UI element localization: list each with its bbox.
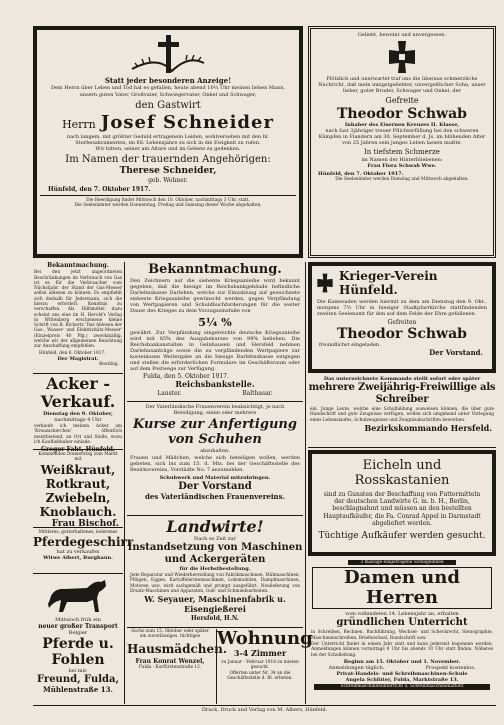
mourners-line: Im Namen der trauernden Angehörigen:: [65, 153, 271, 165]
bekanntmachung-reichsbank: [127, 262, 303, 400]
pferdegeschirr-seller: Witwe Albert, Burghaun.: [43, 555, 113, 562]
acker-date: Dienstag den 9. Oktober,: [43, 411, 113, 417]
pferde-sub-2: bei mir.: [68, 668, 88, 675]
mass-notice: Die Seelenämter werden Donnerstag, Freitag und Samstag dieser Woche abgehalten.: [74, 203, 262, 209]
kriegerverein-header: [315, 269, 489, 297]
kurse-body: Frauen und Mädchen, welche sich beteiligen wollen, werden gebeten, sich bis zum 15. d. Mts. bei der Geschäftsstelle des Bezirksvereins, Vorstädte No. 7 anzumelden.: [130, 455, 300, 474]
kurse-title: Kurse zur Anfertigung von Schuhen: [133, 417, 297, 448]
obituary-text-3: Wir bitten, seiner am Altare und im Gebete zu gedenken.: [95, 145, 241, 152]
acker-title: Acker - Verkauf.: [40, 374, 116, 411]
motto: Geliebt, beweint und unvergessen.: [357, 32, 447, 38]
landwirte-ad: [127, 518, 303, 626]
kurse-intro: Der Vaterländische Frauenverein beabsichtigt, je nach Beteiligung, einen oder mehrere: [145, 404, 285, 417]
weisskraut-intro: Kommenden Donnerstag zum Markt: [38, 452, 118, 457]
haus-intro: Suche zum 15. Oktober oder später ein zuverlässiges, tüchtiges: [131, 629, 209, 640]
landwirte-title-2: Instandsetzung von Maschinen und Ackergeräten: [127, 542, 303, 566]
landwirte-body: Jede Reparatur und Wiederherstellung von Fabrikmaschinen, Mähmaschinen, Pflügen, Eggen, Kartoffelerntemaschinen, Lokomobilen, Dampfmaschinen, Motoren usw. wird sachgemäß und prompt ausgeführt. Neulieferung von Ersatz-Maschinen und Apparaten, Guß- und Schmiedearbeiten.: [130, 573, 300, 595]
signature-2: Balthasar.: [242, 390, 273, 398]
kurse-sub-2: Schuhwerk und Material mitzubringen.: [159, 474, 271, 481]
kriegerverein-role: Gefreiten: [387, 319, 417, 327]
notice-signer-name: Beutling.: [99, 362, 119, 368]
unterricht-dates: Beginn am 15. Oktober und 1. November.: [343, 658, 461, 665]
kurse-sub: abzuhalten.: [200, 448, 230, 455]
printer-imprint: Druck, Druck und Verlag von M. Albers, Hünfeld.: [201, 707, 328, 713]
freiwillige-signer: Bezirkskommando Hersfeld.: [364, 422, 492, 433]
eicheln-footer: Tüchtige Aufkäufer werden gesucht.: [318, 531, 486, 542]
pferde-title: Pferde u. Fohlen: [42, 636, 114, 669]
pferdegeschirr-sub: hat zu verkaufen: [56, 549, 100, 556]
weisskraut-line-1: Weißkraut, Rotkraut,: [40, 462, 116, 491]
obituary-text-2: nach langem, mit größter Geduld ertragenem Leiden, wohlversehen mit den hl. Sterbesakramenten, im 68. Lebensjahre zu sich in die Ewigkeit zu rufen.: [66, 133, 270, 146]
unterricht-sub: vom vollendeten 14. Lebensjahr an, erhalten: [345, 611, 459, 618]
grief-line-2: im Namen der Hinterbliebenen:: [361, 156, 443, 163]
haus-addr: Fulda - Kurfürstenstraße 12.: [138, 664, 202, 670]
pferdegeschirr-ad: [33, 530, 134, 572]
deceased-role: Gefreite: [385, 96, 419, 106]
place-date: Hünfeld, den 7. Oktober 1917.: [318, 170, 404, 177]
weisskraut-line-2: Zwiebeln, Knoblauch.: [39, 490, 117, 519]
unterricht-sub-2: gründlichen Unterricht: [336, 617, 468, 629]
kriegerverein-title: Krieger-Verein Hünfeld.: [339, 269, 438, 297]
mother-name: Frau Flora Schwab Wwe.: [367, 162, 437, 169]
landwirte-sub: für die Herbstbestellung.: [179, 566, 251, 573]
landwirte-intro: Nach es Zeit zur: [194, 536, 236, 542]
obituary-schneider: [33, 26, 303, 258]
pferde-fohlen-ad: [33, 575, 123, 703]
horse-icon: [43, 576, 113, 616]
kurse-vorstand: Der Vorstand: [178, 480, 252, 492]
wohnung-text-2: Offerten unter Nr. 34 an die Geschäftsstelle d. Bl. erbeten.: [227, 671, 293, 682]
pferde-sub: Belgier: [68, 630, 88, 637]
unterricht-header: 3 mässige eingetragene Schulgeinnen: [348, 560, 456, 565]
eicheln-ad: [308, 450, 496, 556]
unterricht-school: Privat-Handels- und Schreibmaschinen-Schule: [336, 671, 468, 678]
obituary-text-1: Plötzlich und unerwartet traf uns die überaus schmerzliche Nachricht, daß mein innigstgeliebter, unvergeßlicher Sohn, unser lieber, guter Bruder, Schwager und Onkel, der: [318, 76, 486, 95]
freiwillige-ad: [308, 376, 496, 446]
pferde-seller: Freund, Fulda,: [37, 674, 119, 686]
notice-date: Hünfeld, den 6. Oktober 1917.: [39, 350, 106, 356]
haus-seller: Frau Konrat Wenzel,: [135, 657, 205, 665]
unterricht-bottom: Schreibmaschinenunterricht u. Schreibmaschinenarbeit: [314, 684, 490, 689]
iron-cross-icon: [385, 40, 419, 74]
eicheln-body: sind zu Gunsten der Beschaffung von Futtermitteln der deutschen Landwirte G. m. b. H., Berlin, beschlagnahmt und müssen an den bestellten Hauptaufkäufer, die Fa. Conrad Appel in Darmstadt abgeliefert werden.: [323, 491, 481, 527]
unterricht-footer-2: Prospekt kostenlos.: [425, 664, 476, 671]
kriegerverein-body: Die Kameraden werden hiermit zu dem am Dienstag den 9. Okt., morgens 7½ Uhr in hiesiger Stadtpfarrkirche stattfindenden zweiten Seelenamt für den auf dem Felde der Ehre gefallenen: [317, 299, 487, 318]
deceased-name-line: [40, 113, 296, 133]
deceased-name: Theodor Schwab: [337, 105, 467, 122]
notice-signer: Der Magistrat.: [57, 355, 99, 362]
kriegerverein-ad: [308, 262, 496, 373]
interest-rate: 5¼ %: [198, 315, 232, 329]
schuh-kurse-ad: [127, 404, 303, 514]
kriegerverein-sub: freundlichst eingeladen.: [319, 342, 381, 349]
notice-body: Bei den jetzt angeordneten Beschränkungen im Verbrauch von Gas ist es für die Verbraucher vom Nächstjahr, der Stand der Gas-Messer selbst ablesen zu können. Es empfiehlt sich deshalb für Jedermann, sich die hierzu erforderl. Kenntnis zu verschaffen. Als Hilfsmittel dazu scheint uns eine im H. Herold's Verlag in Wittenberg erschienene kleine Schrift von B. Richertz 'Das Ablesen der Gas-, Wasser- und Elektrizitäts-Messer' (Einzelpreis 40 Pfg.) zweckmäßig, welche wir der allgemeinen Beachtung zur Anschaffung empfehlen.: [34, 270, 122, 350]
deceased-role: den Gastwirt: [135, 99, 201, 111]
acker-seller: Gregor Faht, Hünfeld.: [40, 446, 116, 454]
bekanntmachung-gas: [33, 262, 123, 372]
notice-signer: Reichsbankstelle.: [175, 379, 255, 390]
unterricht-owner: Angela Schlüter, Fulda, Marktstraße 13.: [345, 677, 459, 684]
wohnung-ad: [216, 628, 313, 704]
deceased-name: Josef Schneider: [100, 111, 274, 133]
notice-title: Bekanntmachung.: [47, 262, 109, 269]
landwirte-title: Landwirte!: [166, 517, 264, 536]
unterricht-body: in Schreiben, Rechnen, Buchführung, Wechsel- und Scheckrecht, Stenographie, Maschinenschreiben, Briefwechsel, Rundschrift usw.: [311, 630, 493, 641]
iron-cross-icon: [315, 273, 335, 293]
notice-date: Fulda, den 5. Oktober 1917.: [143, 373, 229, 381]
freiwillige-body: ein. Junge Leute, welche eine Schulbildung ausweisen können, die über gute Handschrift und gute Zeugnisse verfügen, wollen sich umgehend unter Vorlegung eines Lebenslaufes, Schulzeugnisse und Zeugnisabschriften bewerben.: [310, 407, 494, 423]
unterricht-title: Damen und Herren: [312, 567, 492, 609]
wohnung-text: zu Januar - Februar 1918 zu mieten gesucht.: [221, 659, 299, 670]
weisskraut-seller: Frau Bischof.: [51, 518, 119, 529]
kriegerverein-signer: Der Vorstand.: [429, 347, 483, 357]
wohnung-title: Wohnung: [217, 628, 313, 649]
obituary-schwab: [308, 26, 496, 258]
notice-signatures: [127, 390, 303, 397]
unterricht-ad: [308, 560, 496, 704]
kurse-vorstand-2: des Vaterländischen Frauenvereins.: [144, 491, 286, 501]
award-line: Inhaber des Eisernen Kreuzes II. Klasse,: [344, 121, 460, 128]
acker-verkauf: [33, 374, 123, 454]
name-prefix: Herrn: [62, 117, 96, 131]
kriegerverein-name: Theodor Schwab: [337, 326, 467, 343]
wohnung-sub: 3-4 Zimmer: [233, 648, 287, 658]
place-date: Hünfeld, den 7. Oktober 1917.: [48, 185, 151, 193]
cross-palm-icon: [128, 33, 208, 77]
widow-maiden-name: geb. Wehner.: [148, 176, 188, 184]
pferdegeschirr-title: Pferdegeschirr: [33, 535, 134, 550]
landwirte-company: W. Seyauer, Maschinenfabrik u. Eisengießerei: [144, 594, 286, 614]
freiwillige-intro: Das unterzeichnete Kommando stellt sofort oder später: [323, 376, 481, 382]
unterricht-body-2: Der Unterricht findet in einem Jahr statt und kann jederzeit begonnen werden. Anmeldungen können vormittags 9 Uhr bis abends 10 Uhr statt finden. Näheres bei der Schulleitung.: [311, 641, 493, 658]
hausmaedchen-ad: [127, 629, 228, 704]
obituary-text-2: nach fast 3jähriger treuer Pflichterfüllung bei den schweren Kämpfen in Flandern am 30. September d. Js. im blühenden Alter von 25 Jahren sein junges Leben lassen mußte.: [318, 128, 486, 147]
pferde-addr: Mühlenstraße 13.: [43, 685, 113, 695]
funeral-notice: Die Beerdigung findet Mittwoch den 10. Oktober, nachmittags 3 Uhr, statt.: [86, 198, 250, 204]
acker-time: nachmittags 4 Uhr: [54, 417, 102, 424]
acker-body: verkaufe ich meinen Acker am 'Kreuzackerchen' öffentlich meistbietend, an Ort und Stelle, wozu ich Kaufliebhaber einlade.: [34, 424, 122, 446]
weisskraut-intro-2: mit: [74, 457, 82, 463]
haus-title: Hausmädchen.: [127, 641, 228, 656]
widow-name: Therese Schneider,: [119, 165, 217, 176]
grief-line: In tiefstem Schmerze: [364, 148, 440, 157]
obituary-text-1: Dem Herrn über Leben und Tod hat es gefallen, heute abend 10¼ Uhr meinen lieben Mann, unsern guten Vater, Großvater, Schwiegervater, Onkel und Schwager,: [50, 85, 286, 98]
mass-notice: Die Seelenämter werden Dienstag und Mittwoch abgehalten.: [335, 177, 469, 183]
pferde-date: Mittwoch früh ein: [55, 617, 101, 623]
notice-body-2: gewährt. Zur Verpfändung eingereichte deutsche Kriegsanleihe wird mit 85% des Ausgabekurses von 98% beliehen. Die Reichsbankanstalten in Gelnhausen und Hersfeld nehmen Darlehnsanträge sowie die zu verpfändenden Wertpapiere zur kostenlosen Weitergabe an die hiesige Darlehnskasse entgegen und stellen die erforderlichen Formulare im Geschäftsraum oder auf dem Postwege zur Verfügung.: [130, 329, 300, 373]
signature-1: Lauster.: [157, 390, 182, 398]
pferde-text: neuer großer Transport: [38, 623, 118, 631]
notice-body: Den Zeichnern auf die siebente Kriegsanleihe wird bekannt gegeben, daß die hiesige im Reichsbankgebäude befindliche Darlehnskasse Darlehen, welche zur Einzahlung auf gezeichnete siebente Kriegsanleihe gewünscht werden, gegen Verpfändung von Wertpapieren und Schuldbuchforderungen für die weiter Dauer des Krieges zu dem Vorzugszinsfuße von: [130, 278, 300, 315]
intro-line: Statt jeder besonderen Anzeige!: [104, 76, 232, 85]
notice-title: Bekanntmachung.: [148, 262, 282, 277]
freiwillige-title: mehrere Zweijährig-Freiwillige als Schreiber: [308, 382, 496, 406]
weisskraut-ad: [33, 452, 123, 529]
unterricht-footer: Anmeldungen täglich.: [328, 664, 385, 671]
pferdegeschirr-intro: Mittleres, gutterhaltenes, lederenes: [38, 530, 118, 535]
eicheln-title: Eicheln und Rosskastanien: [354, 458, 450, 488]
landwirte-city: Hersfeld, H.N.: [190, 614, 240, 622]
